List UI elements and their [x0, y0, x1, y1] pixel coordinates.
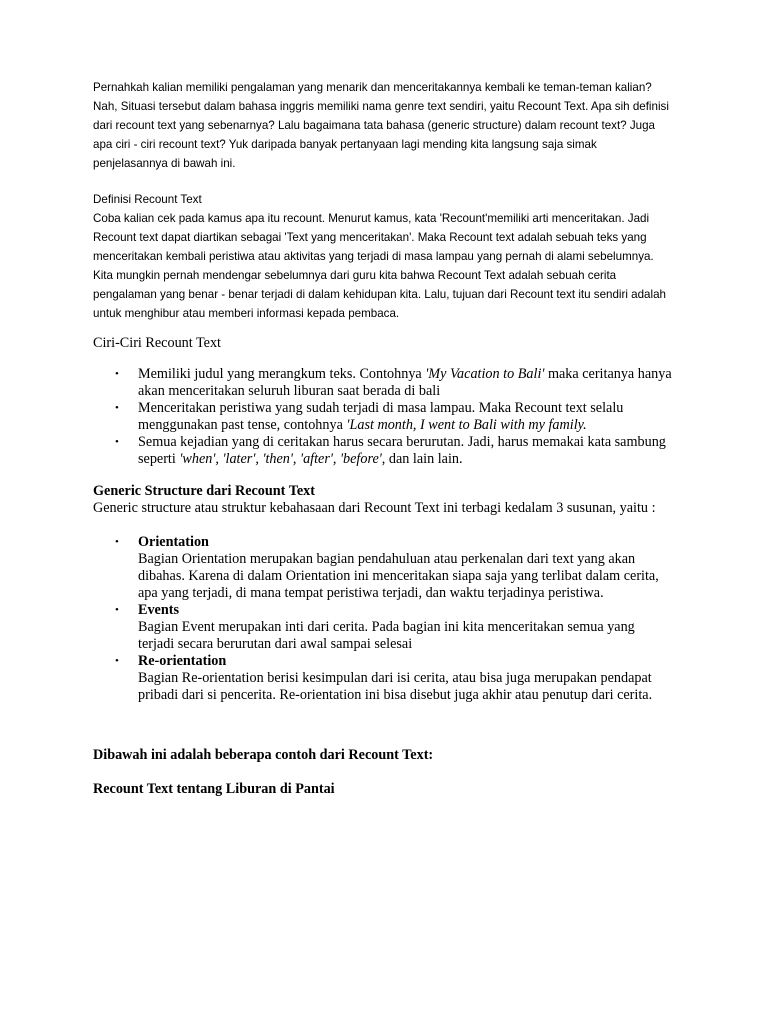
- list-item: • Semua kejadian yang di ceritakan harus secara berurutan. Jadi, harus memakai kata sambung seperti 'when', 'later', 'then', 'after', 'before', dan lain lain.: [115, 434, 666, 467]
- list-item: • Memiliki judul yang merangkum teks. Contohnya 'My Vacation to Bali' maka ceritanya hanya akan menceritakan seluruh liburan saat berada di bali: [115, 366, 672, 399]
- definition-title: Definisi Recount Text: [93, 193, 202, 206]
- story-heading: Recount Text tentang Liburan di Pantai: [93, 781, 335, 797]
- bullet-icon: •: [115, 436, 119, 448]
- intro-paragraph: Pernahkah kalian memiliki pengalaman yang menarik dan menceritakannya kembali ke teman-teman kalian? Nah, Situasi tersebut dalam bahasa inggris memiliki nama genre text sendiri, yaitu Recount Text. Apa sih definisi dari recount text yang sebenarnya? Lalu bagaimana tata bahasa (generic structure) dalam recount text? Juga apa ciri - ciri recount text? Yuk daripada banyak pertanyaan lagi mending kita langsung saja simak penjelasannya di bawah ini.: [93, 81, 669, 170]
- bullet-icon: •: [115, 655, 119, 667]
- list-item: [93, 534, 673, 602]
- list-item: [93, 602, 673, 653]
- bullet-icon: •: [115, 402, 119, 414]
- bullet-icon: •: [115, 536, 119, 548]
- structure-list: [93, 534, 673, 704]
- structure-desc: Bagian Event merupakan inti dari cerita. Pada bagian ini kita menceritakan semua yang terjadi secara berurutan dari awal sampai selesai: [138, 619, 635, 652]
- ciri-list: [93, 366, 673, 468]
- ciri-heading: Ciri-Ciri Recount Text: [93, 335, 221, 351]
- generic-structure-heading: Generic Structure dari Recount Text: [93, 483, 315, 499]
- structure-term: Orientation: [138, 534, 209, 550]
- document-page: [93, 78, 673, 798]
- structure-desc: Bagian Orientation merupakan bagian pendahuluan atau perkenalan dari text yang akan dibahas. Karena di dalam Orientation ini menceritakan siapa saja yang terlibat dalam cerita, apa yang terjadi, di mana tempat peristiwa terjadi, dan waktu terjadinya peristiwa.: [138, 551, 659, 601]
- definition-body: Coba kalian cek pada kamus apa itu recount. Menurut kamus, kata 'Recount'memiliki arti menceritakan. Jadi Recount text dapat diartikan sebagai 'Text yang menceritakan'. Maka Recount text adalah sebuah teks yang menceritakan kembali peristiwa atau aktivitas yang terjadi di masa lampau yang pernah di alami sebelumnya. Kita mungkin pernah mendengar sebelumnya dari guru kita bahwa Recount Text adalah sebuah cerita pengalaman yang benar - benar terjadi di dalam kehidupan kita. Lalu, tujuan dari Recount text itu sendiri adalah untuk menghibur atau memberi informasi kepada pembaca.: [93, 212, 666, 320]
- bullet-icon: •: [115, 368, 119, 380]
- generic-structure-intro: Generic structure atau struktur kebahasaan dari Recount Text ini terbagi kedalam 3 susunan, yaitu :: [93, 500, 656, 516]
- bullet-icon: •: [115, 604, 119, 616]
- list-item: • Menceritakan peristiwa yang sudah terjadi di masa lampau. Maka Recount text selalu menggunakan past tense, contohnya 'Last month, I went to Bali with my family.: [115, 400, 624, 433]
- structure-desc: Bagian Re-orientation berisi kesimpulan dari isi cerita, atau bisa juga merupakan pendapat pribadi dari si pencerita. Re-orientation ini bisa disebut juga akhir atau penutup dari cerita.: [138, 670, 653, 703]
- list-item: [93, 653, 673, 704]
- structure-term: Events: [138, 602, 179, 618]
- examples-heading: Dibawah ini adalah beberapa contoh dari Recount Text:: [93, 747, 434, 763]
- structure-term: Re-orientation: [138, 653, 227, 669]
